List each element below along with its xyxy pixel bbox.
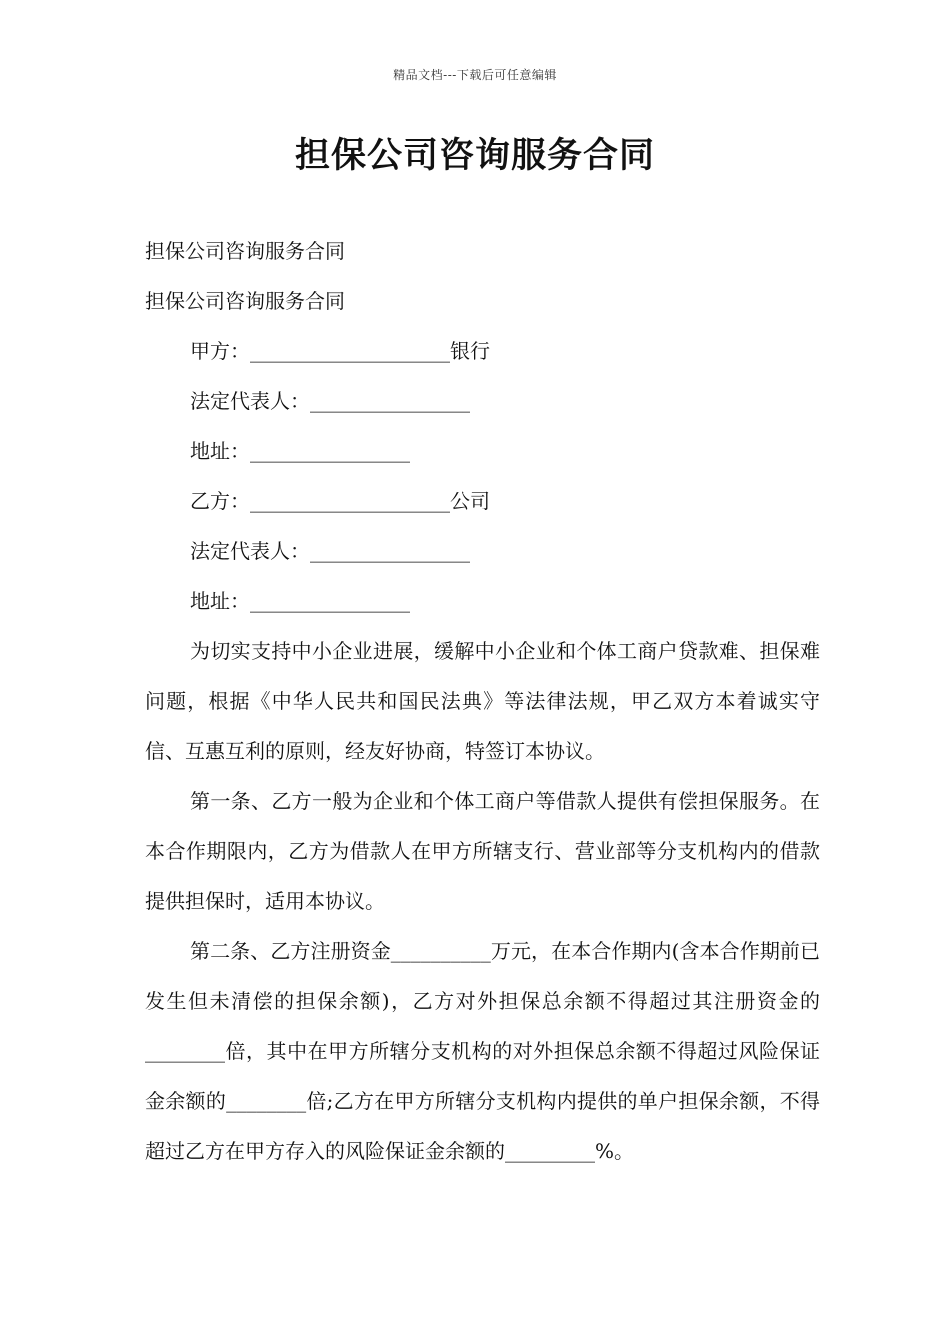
party-a-address-line: 地址：________________	[190, 439, 410, 463]
party-a-line: 甲方：____________________银行	[190, 339, 490, 363]
page-title: 担保公司咨询服务合同	[294, 136, 655, 176]
party-b-line: 乙方：____________________公司	[190, 489, 490, 513]
party-a-representative-line: 法定代表人：________________	[190, 389, 470, 413]
subtitle-line-2: 担保公司咨询服务合同	[145, 289, 345, 313]
document-body	[145, 226, 820, 1176]
article-1-paragraph: 第一条、乙方一般为企业和个体工商户等借款人提供有偿担保服务。在本合作期限内，乙方为借款人在甲方所辖支行、营业部等分支机构内的借款提供担保时，适用本协议。	[145, 789, 820, 913]
article-2-paragraph: 第二条、乙方注册资金__________万元，在本合作期内(含本合作期前已发生但未清偿的担保余额)，乙方对外担保总余额不得超过其注册资金的________倍，其中在甲方所辖分支机构的对外担保总余额不得超过风险保证金余额的________倍;乙方在甲方所辖分支机构内提供的单户担保余额，不得超过乙方在甲方存入的风险保证金余额的_________%。	[145, 939, 820, 1163]
party-b-address-line: 地址：________________	[190, 589, 410, 613]
intro-paragraph: 为切实支持中小企业进展，缓解中小企业和个体工商户贷款难、担保难问题，根据《中华人民共和国民法典》等法律法规，甲乙双方本着诚实守信、互惠互利的原则，经友好协商，特签订本协议。	[145, 639, 820, 763]
subtitle-line-1: 担保公司咨询服务合同	[145, 239, 345, 263]
party-b-representative-line: 法定代表人：________________	[190, 539, 470, 563]
header-note: 精品文档---下载后可任意编辑	[393, 68, 557, 82]
